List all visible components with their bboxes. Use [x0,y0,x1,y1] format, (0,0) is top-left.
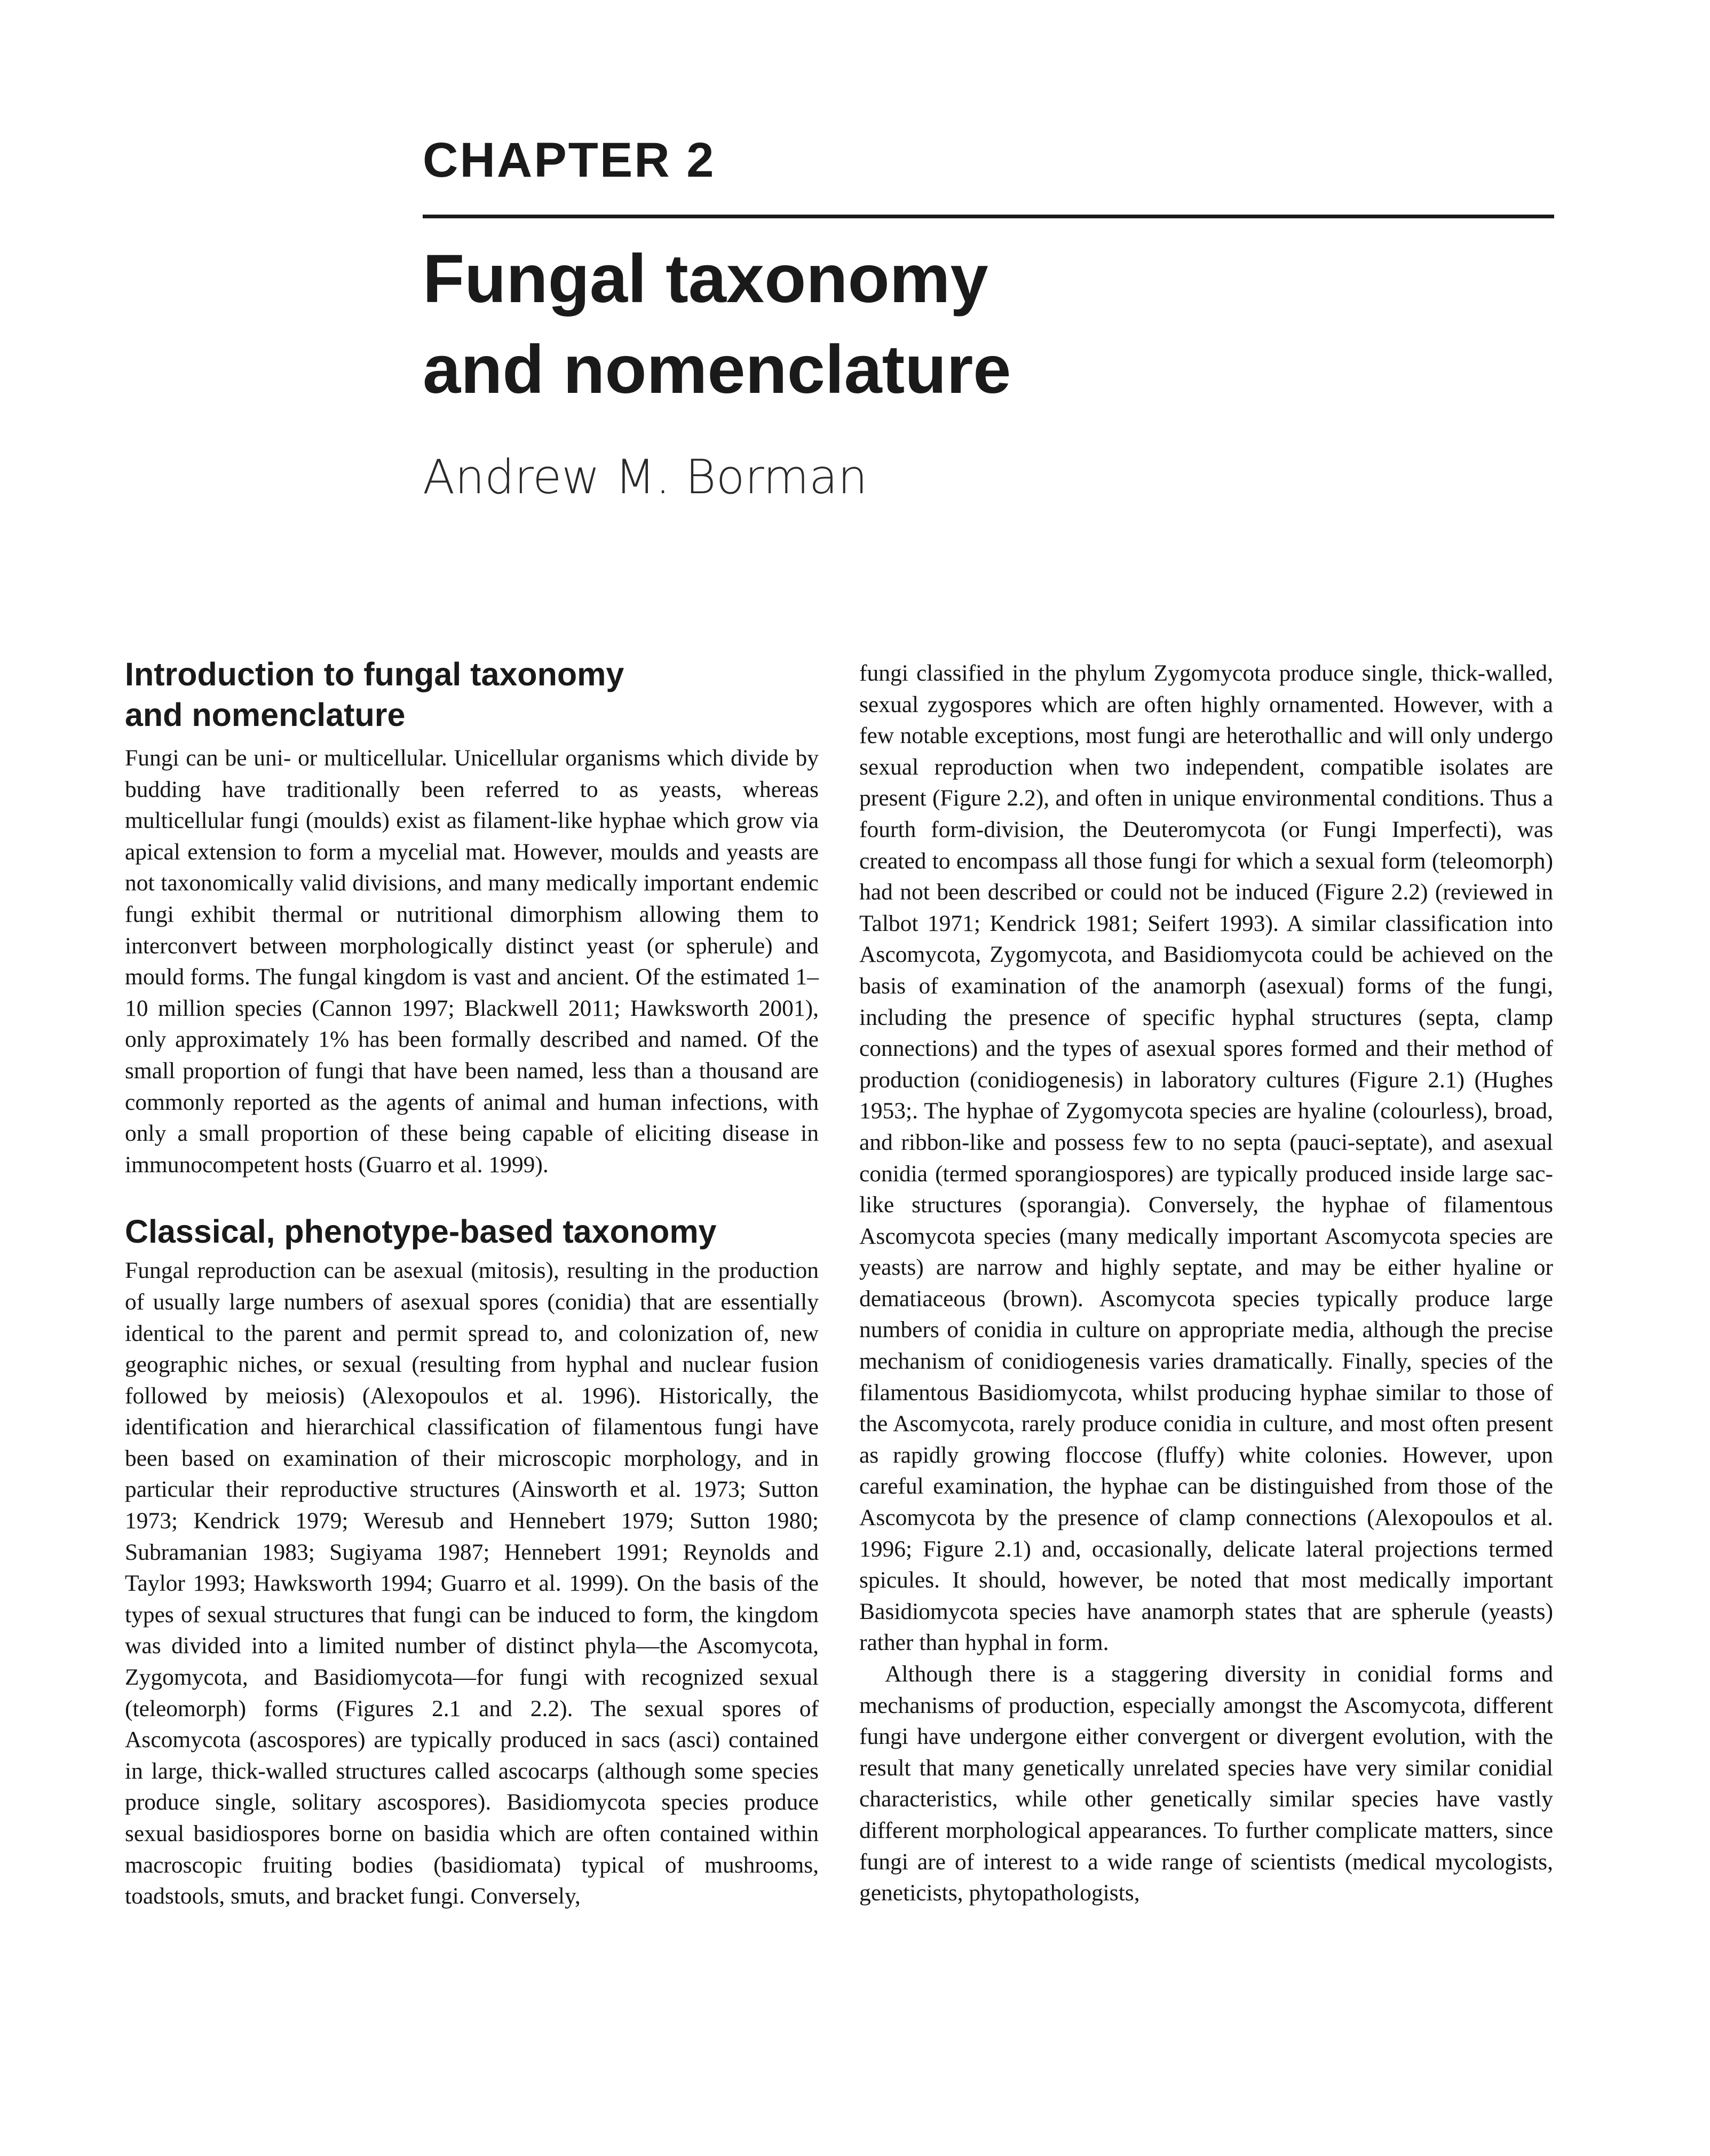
left-column [125,654,819,1912]
right-column [859,658,1553,1909]
right-column-paragraph-2: Although there is a staggering diversity in conidial forms and mechanisms of production, especially amongst the Ascomycota, different fungi have undergone either convergent or divergent evolution, with the result that many genetically unrelated species have very similar conidial characteristics, while other genetically similar species have vastly different morphological appearances. To further complicate matters, since fungi are of interest to a wide range of scientists (medical mycologists, geneticists, phytopathologists, [859,1661,1553,1906]
chapter-author: Andrew M. Borman [423,449,868,504]
section-heading-introduction [125,654,819,735]
chapter-title [423,234,1554,415]
right-column-paragraph-1: fungi classified in the phylum Zygomycota produce single, thick-walled, sexual zygospores which are often highly ornamented. However, with a few notable exceptions, most fungi are heterothallic and will only undergo sexual reproduction when two independent, compatible isolates are present (Figure 2.2), and often in unique environmental conditions. Thus a fourth form-division, the Deuteromycota (or Fungi Imperfecti), was created to encompass all those fungi for which a sexual form (teleomorph) had not been described or could not be induced (Figure 2.2) (reviewed in Talbot 1971; Kendrick 1981; Seifert 1993). A similar classification into Ascomycota, Zygomycota, and Basidiomycota could be achieved on the basis of examination of the anamorph (asexual) forms of the fungi, including the presence of specific hyphal structures (septa, clamp connections) and the types of asexual spores formed and their method of production (conidiogenesis) in laboratory cultures (Figure 2.1) (Hughes 1953;. The hyphae of Zygomycota species are hyaline (colourless), broad, and ribbon-like and possess few to no septa (pauci-septate), and asexual conidia (termed sporangiospores) are typically produced inside large sac-like structures (sporangia). Conversely, the hyphae of filamentous Ascomycota species (many medically important Ascomycota species are yeasts) are narrow and highly septate, and may be either hyaline or dematiaceous (brown). Ascomycota species typically produce large numbers of conidia in culture on appropriate media, although the precise mechanism of conidiogenesis varies dramatically. Finally, species of the filamentous Basidiomycota, whilst producing hyphae similar to those of the Ascomycota, rarely produce conidia in culture, and most often present as rapidly growing floccose (fluffy) white colonies. However, upon careful examination, the hyphae can be distinguished from those of the Ascomycota by the presence of clamp connections (Alexopoulos et al. 1996; Figure 2.1) and, occasionally, delicate lateral projections termed spicules. It should, however, be noted that most medically important Basidiomycota species have anamorph states that are spherule (yeasts) rather than hyphal in form. [859,660,1553,1656]
chapter-title-line-2: and nomenclature [423,331,1011,408]
section-heading-introduction-line-2: and nomenclature [125,697,406,733]
classical-taxonomy-paragraph: Fungal reproduction can be asexual (mitosis), resulting in the production of usually large numbers of asexual spores (conidia) that are essentially identical to the parent and permit spread to, and colonization of, new geographic niches, or sexual (resulting from hyphal and nuclear fusion followed by meiosis) (Alexopoulos et al. 1996). Historically, the identification and hierarchical classification of filamentous fungi have been based on examination of their microscopic morphology, and in particular their reproductive structures (Ainsworth et al. 1973; Sutton 1973; Kendrick 1979; Weresub and Hennebert 1979; Sutton 1980; Subramanian 1983; Sugiyama 1987; Hennebert 1991; Reynolds and Taylor 1993; Hawksworth 1994; Guarro et al. 1999). On the basis of the types of sexual structures that fungi can be induced to form, the kingdom was divided into a limited number of distinct phyla—the Ascomycota, Zygomycota, and Basidiomycota—for fungi with recognized sexual (teleomorph) forms (Figures 2.1 and 2.2). The sexual spores of Ascomycota (ascospores) are typically produced in sacs (asci) contained in large, thick-walled structures called ascocarps (although some species produce single, solitary ascospores). Basidiomycota species produce sexual basidiospores borne on basidia which are often contained within macroscopic fruiting bodies (basidiomata) typical of mushrooms, toadstools, smuts, and bracket fungi. Conversely, [125,1258,819,1909]
chapter-rule [423,215,1554,218]
introduction-paragraph: Fungi can be uni- or multicellular. Unicellular organisms which divide by budding have traditionally been referred to as yeasts, whereas multicellular fungi (moulds) exist as filament-like hyphae which grow via apical extension to form a mycelial mat. However, moulds and yeasts are not taxonomically valid divisions, and many medically important endemic fungi exhibit thermal or nutritional dimorphism allowing them to interconvert between morphologically distinct yeast (or spherule) and mould forms. The fungal kingdom is vast and ancient. Of the estimated 1–10 million species (Cannon 1997; Blackwell 2011; Hawksworth 2001), only approximately 1% has been formally described and named. Of the small proportion of fungi that have been named, less than a thousand are commonly reported as the agents of animal and human infections, with only a small proportion of these being capable of eliciting disease in immunocompetent hosts (Guarro et al. 1999). [125,745,819,1178]
chapter-label: CHAPTER 2 [423,133,716,187]
section-heading-introduction-line-1: Introduction to fungal taxonomy [125,656,624,692]
chapter-title-line-1: Fungal taxonomy [423,241,988,317]
section-heading-classical-taxonomy: Classical, phenotype-based taxonomy [125,1213,717,1250]
